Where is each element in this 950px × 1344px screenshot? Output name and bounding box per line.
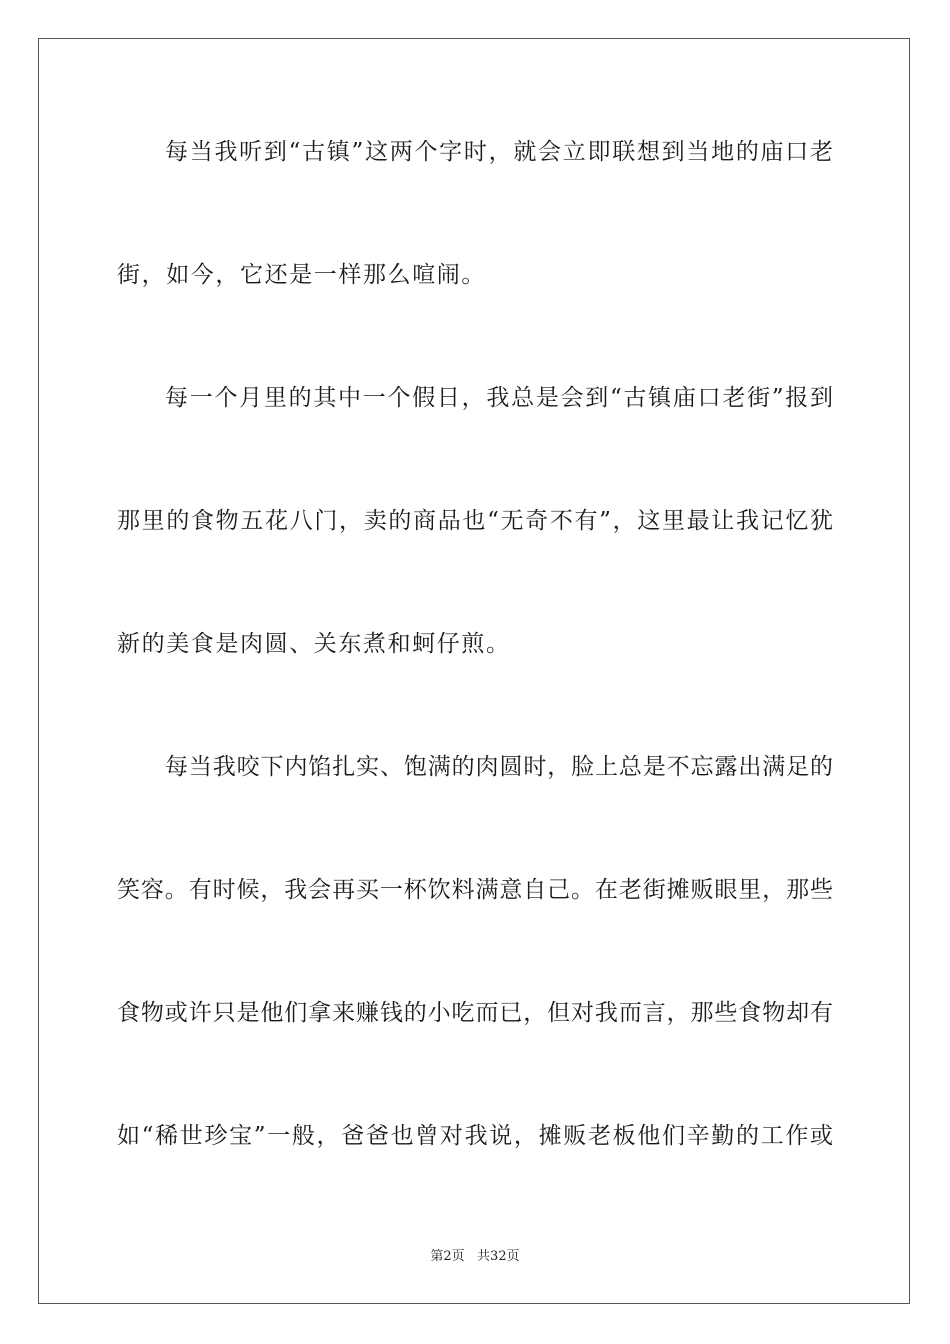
paragraph-3-line-2: 笑容。有时候，我会再买一杯饮料满意自己。在老街摊贩眼里，那些 (117, 877, 833, 903)
paragraph-1-line-1: 每当我听到“古镇”这两个字时，就会立即联想到当地的庙口老 (165, 139, 833, 165)
paragraph-2-line-1: 每一个月里的其中一个假日，我总是会到“古镇庙口老街”报到 (165, 385, 833, 411)
paragraph-2-line-2: 那里的食物五花八门，卖的商品也“无奇不有”，这里最让我记忆犹 (117, 508, 833, 534)
paragraph-3-line-1: 每当我咬下内馅扎实、饱满的肉圆时，脸上总是不忘露出满足的 (165, 754, 833, 780)
paragraph-1-line-2: 街，如今，它还是一样那么喧闹。 (117, 262, 486, 288)
paragraph-3-line-4: 如“稀世珍宝”一般，爸爸也曾对我说，摊贩老板他们辛勤的工作或 (117, 1123, 833, 1149)
paragraph-3-line-3: 食物或许只是他们拿来赚钱的小吃而已，但对我而言，那些食物却有 (117, 1000, 833, 1026)
paragraph-2-line-3: 新的美食是肉圆、关东煮和蚵仔煎。 (117, 631, 511, 657)
page-border (38, 38, 910, 1304)
page-number-footer: 第2页 共32页 (430, 1249, 520, 1264)
